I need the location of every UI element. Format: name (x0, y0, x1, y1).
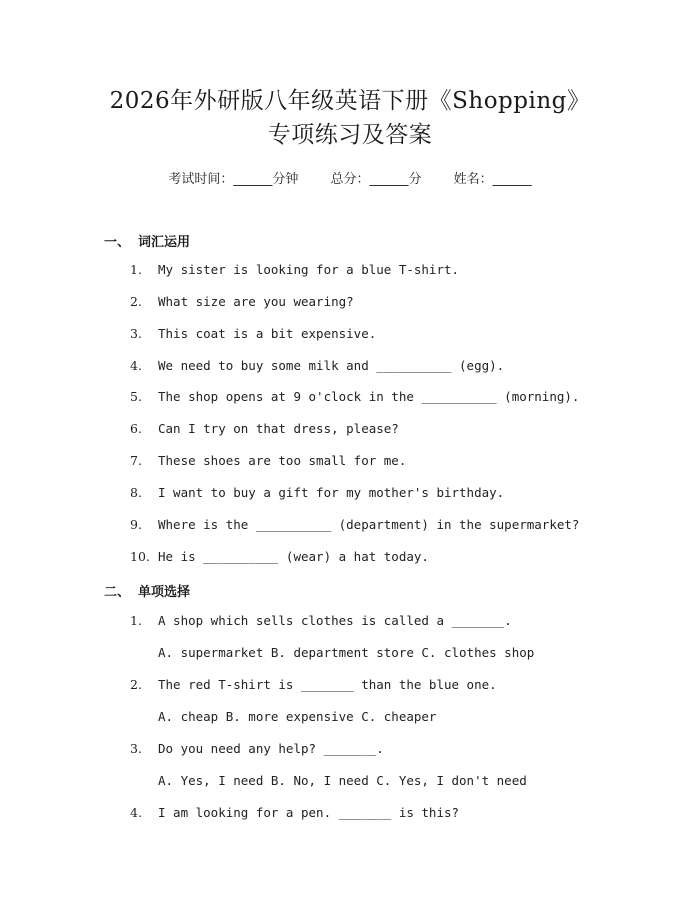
question-number: 1. (130, 262, 142, 277)
question-item (130, 262, 459, 277)
question-options: A. Yes, I need B. No, I need C. Yes, I don't need (158, 773, 527, 788)
question-number: 3. (130, 741, 142, 756)
exam-score: 总分：______分 (330, 172, 422, 187)
question-text: What size are you wearing? (158, 294, 354, 309)
question-item (130, 549, 429, 564)
question-number: 4. (130, 358, 142, 373)
question-number: 3. (130, 326, 142, 341)
question-item (130, 741, 384, 756)
section-title: 单项选择 (138, 585, 191, 600)
section-heading (104, 581, 190, 600)
question-text: Can I try on that dress, please? (158, 421, 399, 436)
question-item (130, 677, 497, 692)
section-title: 词汇运用 (138, 235, 191, 250)
question-number: 10. (130, 549, 150, 564)
question-item (130, 453, 406, 468)
question-item (130, 326, 376, 341)
question-text: Do you need any help? _______. (158, 741, 384, 756)
question-number: 7. (130, 453, 142, 468)
question-number: 5. (130, 389, 142, 404)
question-item (130, 421, 399, 436)
document-subtitle: 专项练习及答案 (267, 122, 433, 148)
exam-info (0, 168, 700, 187)
question-item (130, 485, 504, 500)
exam-name: 姓名：______ (453, 172, 532, 187)
question-options: A. supermarket B. department store C. clothes shop (158, 645, 535, 660)
question-number: 4. (130, 805, 142, 820)
question-options: A. cheap B. more expensive C. cheaper (158, 709, 437, 724)
question-number: 8. (130, 485, 142, 500)
question-text: We need to buy some milk and __________ (egg). (158, 358, 505, 373)
question-text: The red T-shirt is _______ than the blue one. (158, 677, 497, 692)
question-item (130, 358, 504, 373)
question-number: 6. (130, 421, 142, 436)
question-text: A shop which sells clothes is called a _______. (158, 613, 512, 628)
question-text: I am looking for a pen. _______ is this? (158, 805, 460, 820)
question-number: 9. (130, 517, 142, 532)
question-text: The shop opens at 9 o'clock in the __________ (morning). (158, 389, 580, 404)
question-item (130, 805, 459, 820)
question-item (130, 389, 579, 404)
question-item (130, 294, 354, 309)
question-text: I want to buy a gift for my mother's birthday. (158, 485, 505, 500)
document-title: 2026年外研版八年级英语下册《Shopping》 (109, 88, 591, 114)
question-number: 2. (130, 294, 142, 309)
question-item (130, 517, 579, 532)
question-text: Where is the __________ (department) in the supermarket? (158, 517, 580, 532)
exam-time: 考试时间：______分钟 (168, 172, 299, 187)
question-text: My sister is looking for a blue T-shirt. (158, 262, 460, 277)
question-text: This coat is a bit expensive. (158, 326, 377, 341)
question-number: 1. (130, 613, 142, 628)
section-number: 一、 (104, 235, 131, 250)
question-number: 2. (130, 677, 142, 692)
question-text: He is __________ (wear) a hat today. (158, 549, 429, 564)
section-number: 二、 (104, 585, 131, 600)
section-heading (104, 231, 190, 250)
question-text: These shoes are too small for me. (158, 453, 407, 468)
question-item (130, 613, 512, 628)
